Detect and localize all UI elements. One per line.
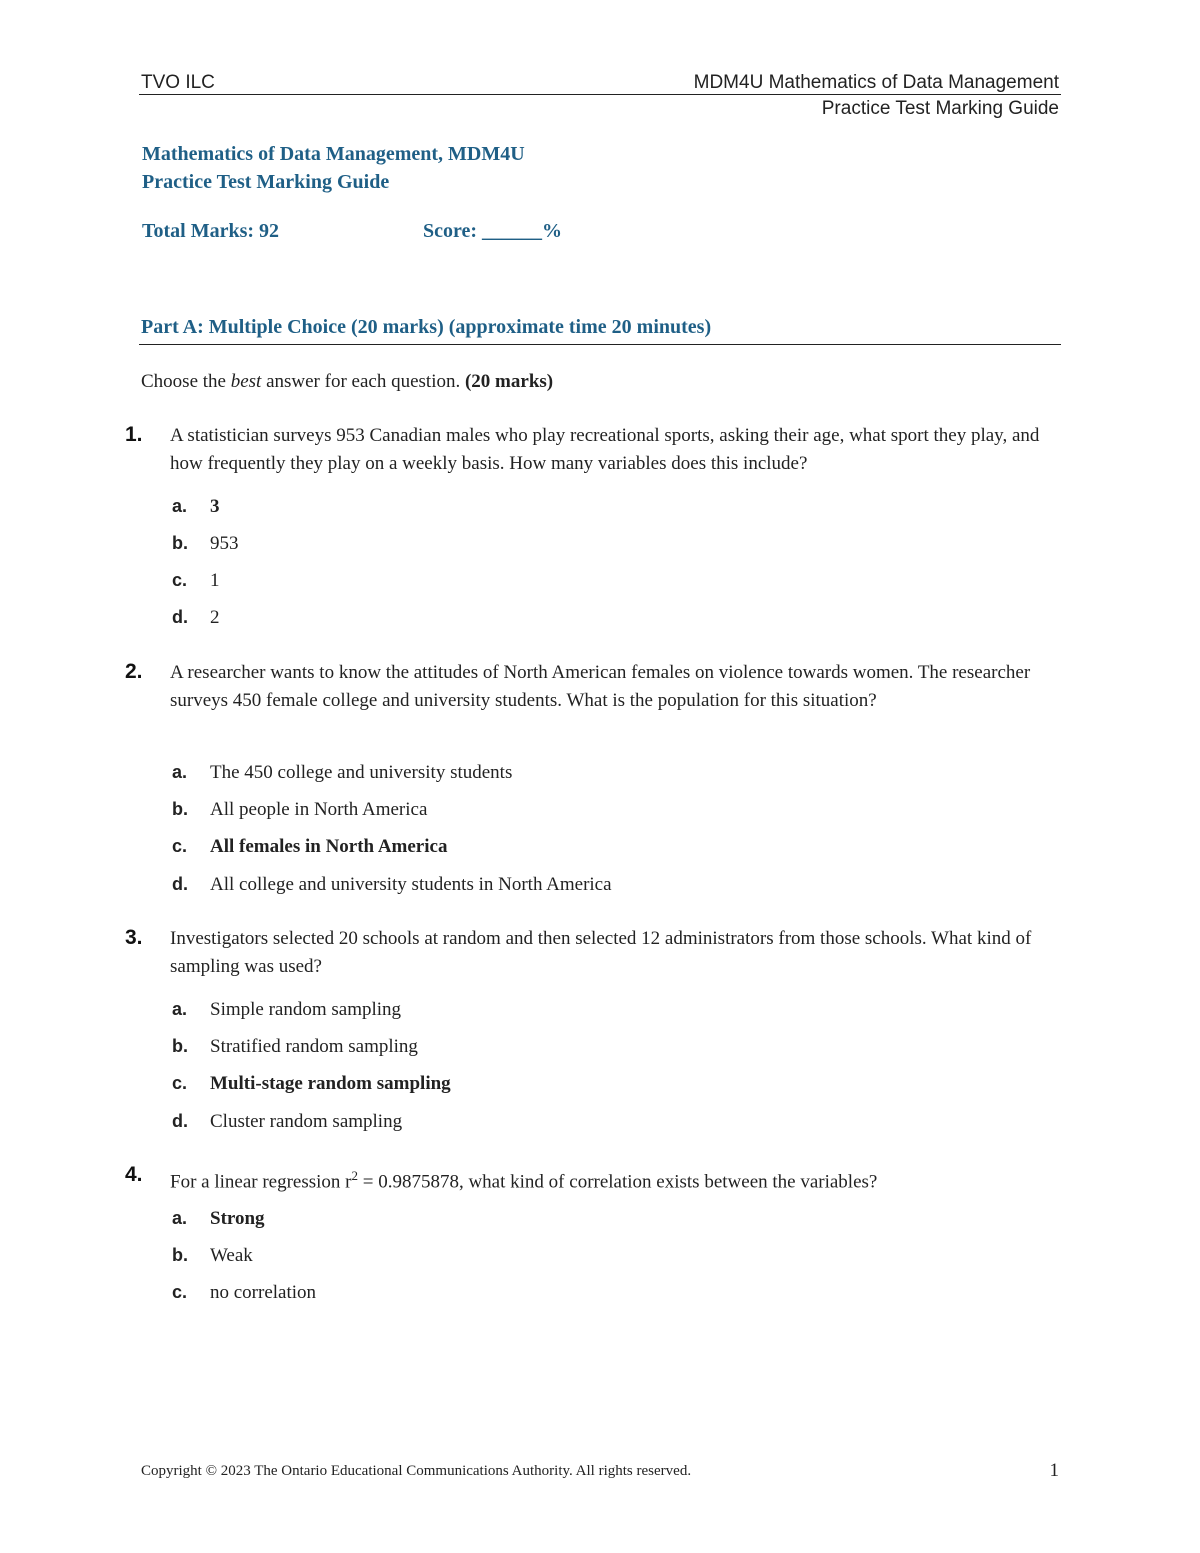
question-3-option-a	[172, 999, 401, 1021]
option-letter: a.	[172, 762, 188, 782]
option-text: no correlation	[210, 1282, 317, 1303]
question-text-pre: For a linear regression r	[170, 1171, 352, 1193]
header-divider	[139, 94, 1061, 95]
option-text: Simple random sampling	[210, 999, 402, 1020]
option-letter: b.	[172, 799, 188, 819]
option-text: All females in North America	[210, 836, 448, 857]
option-text: 1	[210, 570, 220, 591]
question-2-option-b	[172, 799, 427, 821]
question-1-option-d	[172, 607, 220, 629]
header-document-title: Practice Test Marking Guide	[821, 98, 1059, 119]
option-text: Cluster random sampling	[210, 1111, 403, 1132]
question-text-post: = 0.9875878, what kind of correlation exists between the variables?	[358, 1171, 878, 1193]
question-2-option-a	[172, 762, 512, 784]
part-a-instruction	[141, 371, 553, 393]
document-subtitle: Practice Test Marking Guide	[142, 171, 390, 193]
question-4-option-c	[172, 1282, 316, 1304]
option-text: All people in North America	[210, 799, 428, 820]
question-3-option-c	[172, 1073, 451, 1095]
option-text: 3	[210, 496, 220, 517]
option-letter: a.	[172, 999, 188, 1019]
option-text: 2	[210, 607, 220, 628]
option-text: 953	[210, 533, 239, 554]
instruction-marks: (20 marks)	[464, 371, 554, 392]
option-letter: d.	[172, 607, 188, 627]
question-number: 2.	[125, 660, 143, 683]
question-text	[170, 1162, 1065, 1196]
question-number: 1.	[125, 423, 143, 446]
option-text: Weak	[210, 1245, 253, 1266]
question-4-option-b	[172, 1245, 253, 1267]
part-a-heading: Part A: Multiple Choice (20 marks) (approximate time 20 minutes)	[141, 316, 712, 338]
question-text: Investigators selected 20 schools at random and then selected 12 administrators from those schools. What kind of sampling was used?	[170, 928, 1032, 977]
option-letter: d.	[172, 874, 188, 894]
question-1-option-c	[172, 570, 220, 592]
option-letter: c.	[172, 1282, 188, 1302]
footer-copyright: Copyright © 2023 The Ontario Educational Communications Authority. All rights reserved.	[141, 1463, 692, 1479]
option-letter: d.	[172, 1111, 188, 1131]
part-a-divider	[139, 344, 1061, 345]
question-text: A statistician surveys 953 Canadian males who play recreational sports, asking their age, what sport they play, and how frequently they play on a weekly basis. How many variables does this include?	[170, 425, 1040, 474]
option-letter: c.	[172, 836, 188, 856]
option-letter: b.	[172, 1036, 188, 1056]
question-3-option-b	[172, 1036, 418, 1058]
question-text: A researcher wants to know the attitudes of North American females on violence towards women. The researcher surveys 450 female college and university students. What is the population for this situation?	[170, 662, 1031, 711]
option-text: The 450 college and university students	[210, 762, 513, 783]
option-text: All college and university students in North America	[210, 874, 612, 895]
superscript-exponent: 2	[351, 1168, 358, 1183]
question-1-option-b	[172, 533, 239, 555]
question-2-option-d	[172, 874, 612, 896]
header-organization: TVO ILC	[141, 72, 215, 93]
option-letter: a.	[172, 1208, 188, 1228]
instruction-text-post: answer for each question.	[261, 371, 465, 392]
question-2-option-c	[172, 836, 447, 858]
total-marks: Total Marks: 92	[142, 220, 280, 242]
instruction-text-pre: Choose the	[141, 371, 231, 392]
question-4-option-a	[172, 1208, 265, 1230]
question-1-option-a	[172, 496, 220, 518]
option-letter: c.	[172, 570, 188, 590]
question-number: 3.	[125, 926, 143, 949]
option-letter: c.	[172, 1073, 188, 1093]
option-letter: b.	[172, 1245, 188, 1265]
question-number: 4.	[125, 1163, 143, 1186]
option-text: Stratified random sampling	[210, 1036, 418, 1057]
page-number: 1	[1049, 1460, 1059, 1481]
option-letter: a.	[172, 496, 188, 516]
score-field: Score: ______%	[423, 220, 563, 242]
question-3-option-d	[172, 1111, 402, 1133]
document-title: Mathematics of Data Management, MDM4U	[142, 143, 525, 165]
option-letter: b.	[172, 533, 188, 553]
instruction-emphasis: best	[230, 371, 262, 392]
option-text: Strong	[210, 1208, 265, 1229]
option-text: Multi-stage random sampling	[210, 1073, 451, 1094]
header-course-title: MDM4U Mathematics of Data Management	[693, 72, 1059, 93]
